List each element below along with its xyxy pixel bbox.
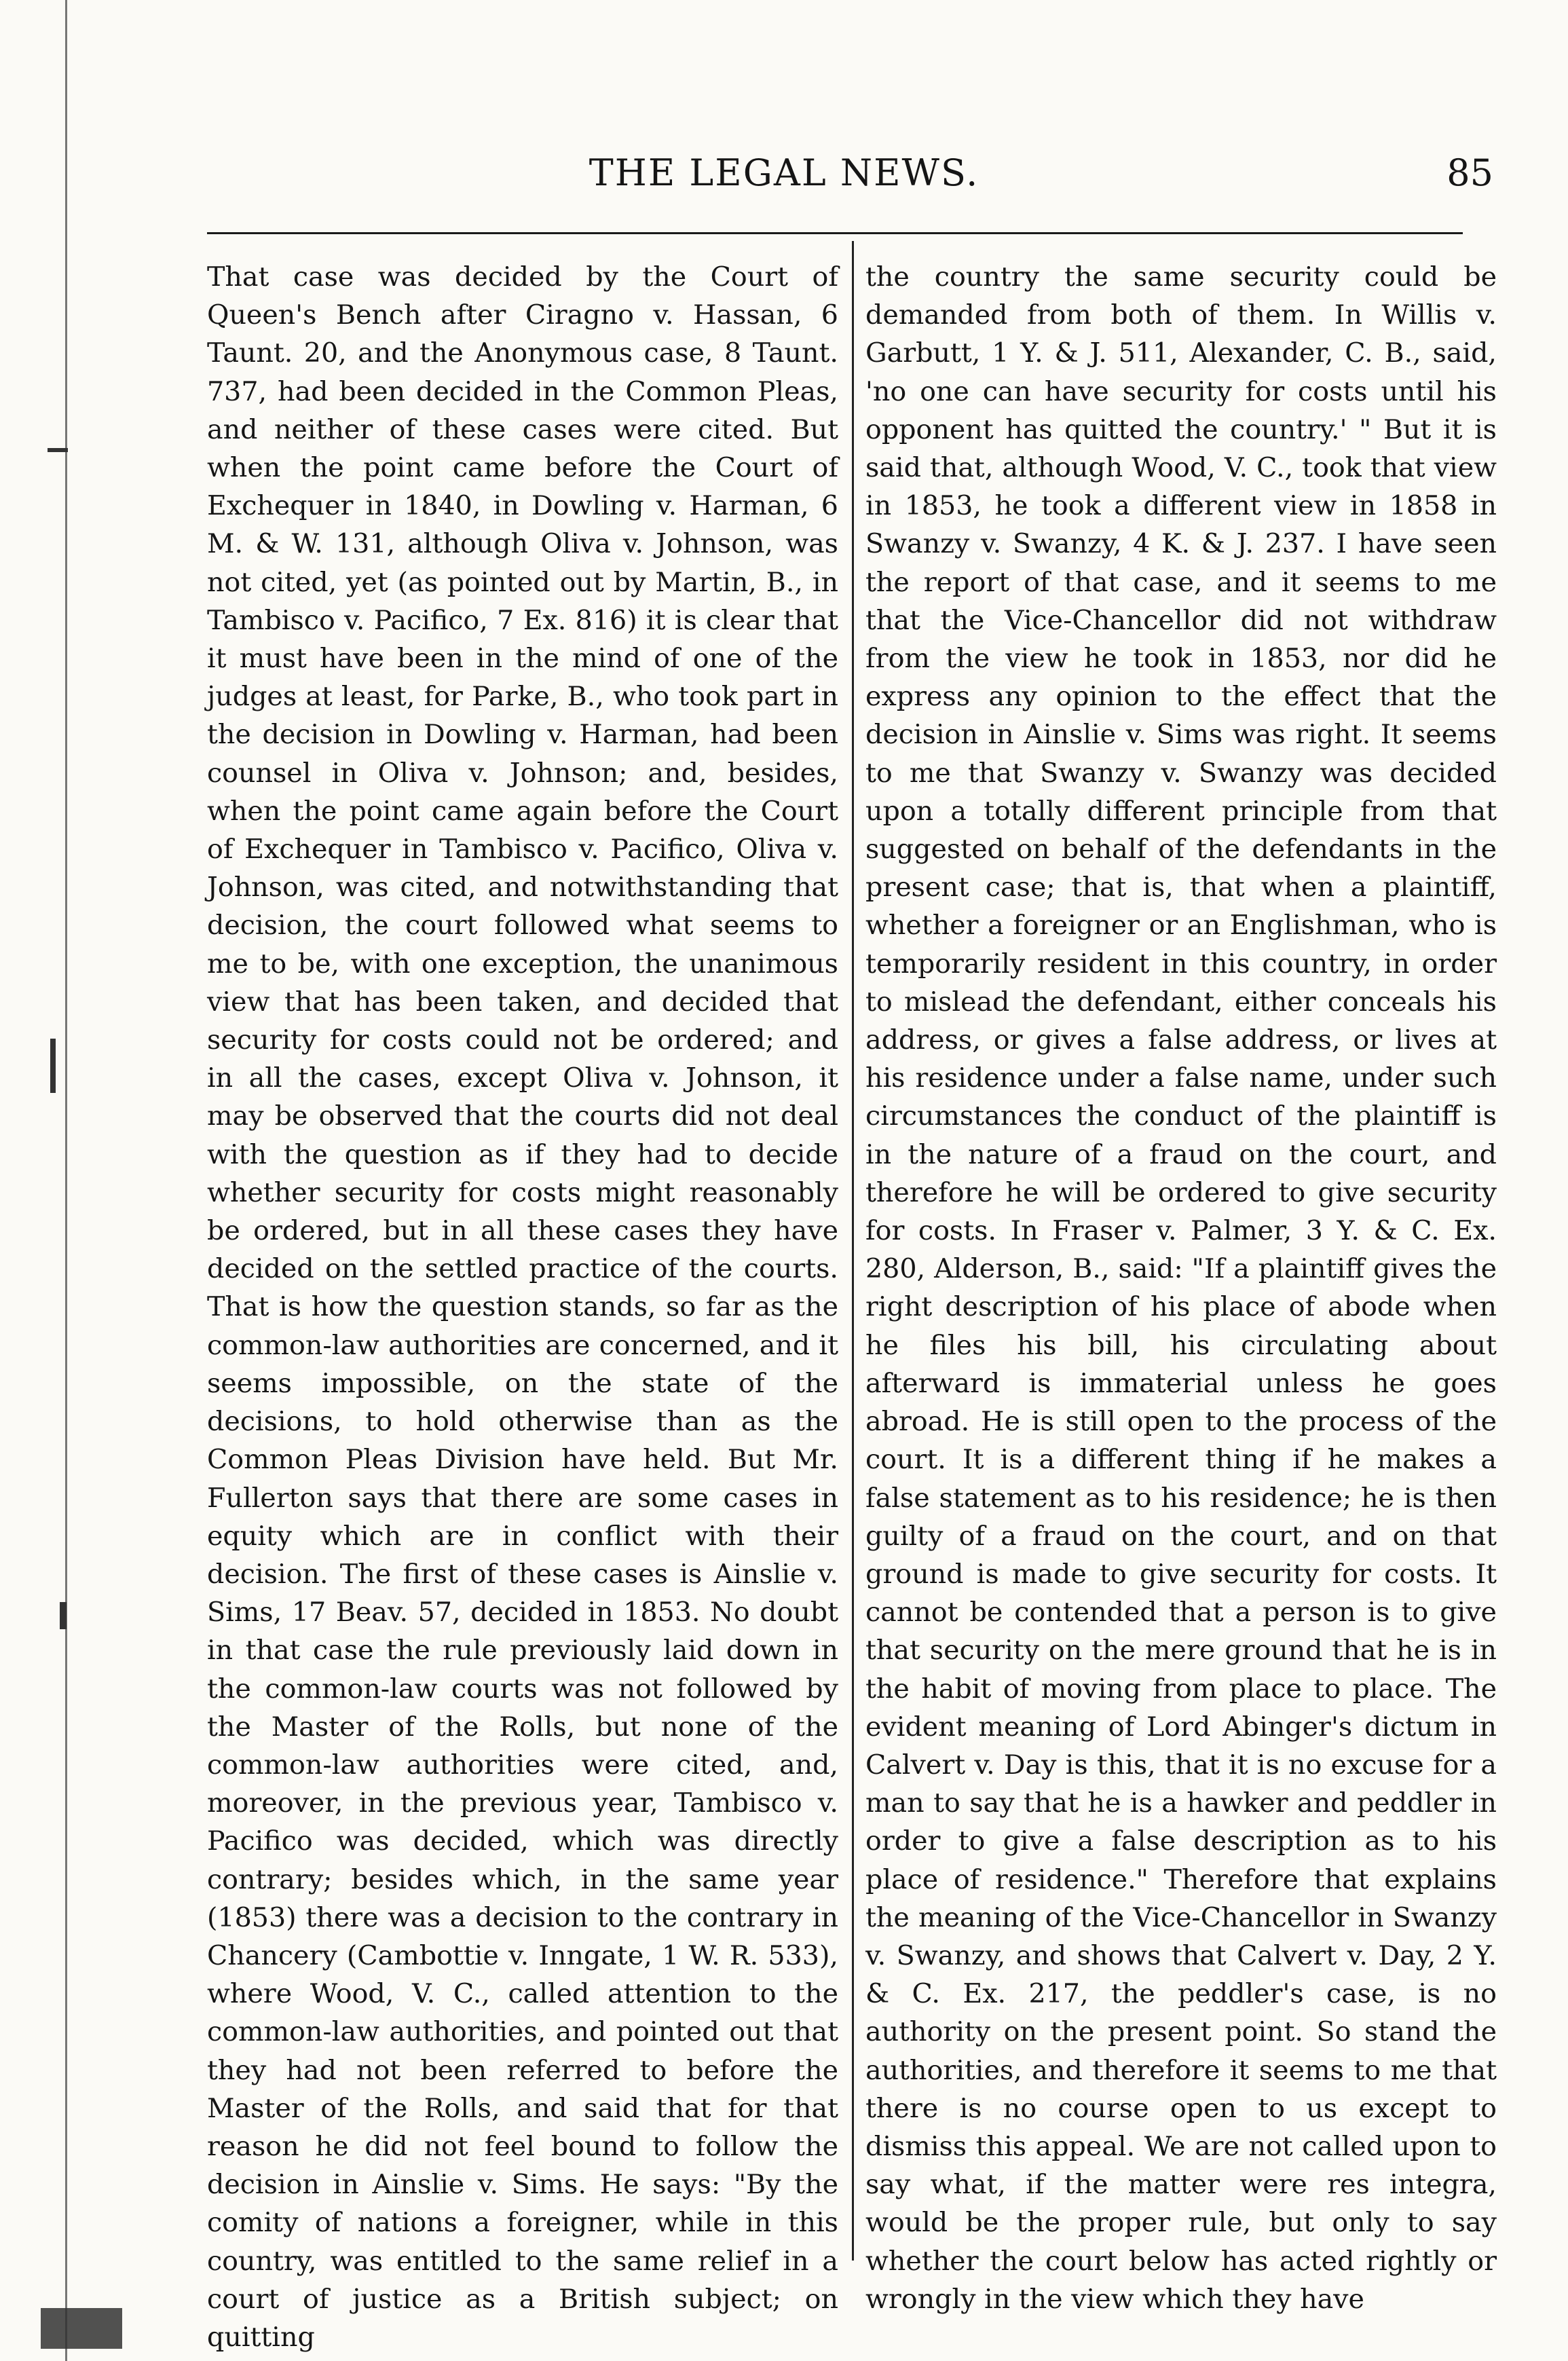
right-column	[865, 258, 1497, 2318]
page-corner-shadow	[41, 2308, 122, 2349]
left-column-text: That case was decided by the Court of Queen's Bench after Ciragno v. Hassan, 6 Taunt. 20, and the Anonymous case, 8 Taunt. 737, had been decided in the Common Pleas, and neither of these cases were cited. But when the point came before the Court of Exchequer in 1840, in Dowling v. Harman, 6 M. & W. 131, although Oliva v. Johnson, was not cited, yet (as pointed out by Martin, B., in Tambisco v. Pacifico, 7 Ex. 816) it is clear that it must have been in the mind of one of the judges at least, for Parke, B., who took part in the decision in Dowling v. Harman, had been counsel in Oliva v. Johnson; and, besides, when the point came again before the Court of Exchequer in Tambisco v. Pacifico, Oliva v. Johnson, was cited, and notwithstanding that decision, the court followed what seems to me to be, with one exception, the unanimous view that has been taken, and decided that security for costs could not be ordered; and in all the cases, except Oliva v. Johnson, it may be observed that the courts did not deal with the question as if they had to decide whether security for costs might reasonably be ordered, but in all these cases they have decided on the settled practice of the courts. That is how the question stands, so far as the common-law authorities are concerned, and it seems impossible, on the state of the decisions, to hold otherwise than as the Common Pleas Division have held. But Mr. Fullerton says that there are some cases in equity which are in conflict with their decision. The first of these cases is Ainslie v. Sims, 17 Beav. 57, decided in 1853. No doubt in that case the rule previously laid down in the common-law courts was not followed by the Master of the Rolls, but none of the common-law authorities were cited, and, moreover, in the previous year, Tambisco v. Pacifico was decided, which was directly contrary; besides which, in the same year (1853) there was a decision to the contrary in Chancery (Cambottie v. Inngate, 1 W. R. 533), where Wood, V. C., called attention to the common-law authorities, and pointed out that they had not been referred to before the Master of the Rolls, and said that for that reason he did not feel bound to follow the decision in Ainslie v. Sims. He says: "By the comity of nations a foreigner, while in this country, was entitled to the same relief in a court of justice as a British subject; on quitting	[207, 261, 838, 2353]
running-header	[0, 149, 1568, 210]
journal-title: THE LEGAL NEWS.	[589, 151, 979, 194]
column-divider	[852, 241, 854, 2261]
header-rule	[207, 232, 1463, 234]
margin-mark	[60, 1602, 67, 1629]
margin-mark	[50, 1039, 56, 1093]
left-column	[207, 258, 838, 2356]
binding-margin-line	[65, 0, 67, 2361]
margin-mark	[48, 448, 68, 452]
right-column-text: the country the same security could be demanded from both of them. In Willis v. Garbutt, 1 Y. & J. 511, Alexander, C. B., said, 'no one can have security for costs until his opponent has quitted the country.' " But it is said that, although Wood, V. C., took that view in 1853, he took a different view in 1858 in Swanzy v. Swanzy, 4 K. & J. 237. I have seen the report of that case, and it seems to me that the Vice-Chancellor did not withdraw from the view he took in 1853, nor did he express any opinion to the effect that the decision in Ainslie v. Sims was right. It seems to me that Swanzy v. Swanzy was decided upon a totally different principle from that suggested on behalf of the defendants in the present case; that is, that when a plaintiff, whether a foreigner or an Englishman, who is temporarily resident in this country, in order to mislead the defendant, either conceals his address, or gives a false address, or lives at his residence under a false name, under such circumstances the conduct of the plaintiff is in the nature of a fraud on the court, and therefore he will be ordered to give security for costs. In Fraser v. Palmer, 3 Y. & C. Ex. 280, Alderson, B., said: "If a plaintiff gives the right description of his place of abode when he files his bill, his circulating about afterward is immaterial unless he goes abroad. He is still open to the process of the court. It is a different thing if he makes a false statement as to his residence; he is then guilty of a fraud on the court, and on that ground is made to give security for costs. It cannot be contended that a person is to give that security on the mere ground that he is in the habit of moving from place to place. The evident meaning of Lord Abinger's dictum in Calvert v. Day is this, that it is no excuse for a man to say that he is a hawker and peddler in order to give a false description as to his place of residence." Therefore that explains the meaning of the Vice-Chancellor in Swanzy v. Swanzy, and shows that Calvert v. Day, 2 Y. & C. Ex. 217, the peddler's case, is no authority on the present point. So stand the authorities, and therefore it seems to me that there is no course open to us except to dismiss this appeal. We are not called upon to say what, if the matter were res integra, would be the proper rule, but only to say whether the court below has acted rightly or wrongly in the view which they have	[865, 261, 1497, 2315]
page-number: 85	[1446, 151, 1493, 194]
